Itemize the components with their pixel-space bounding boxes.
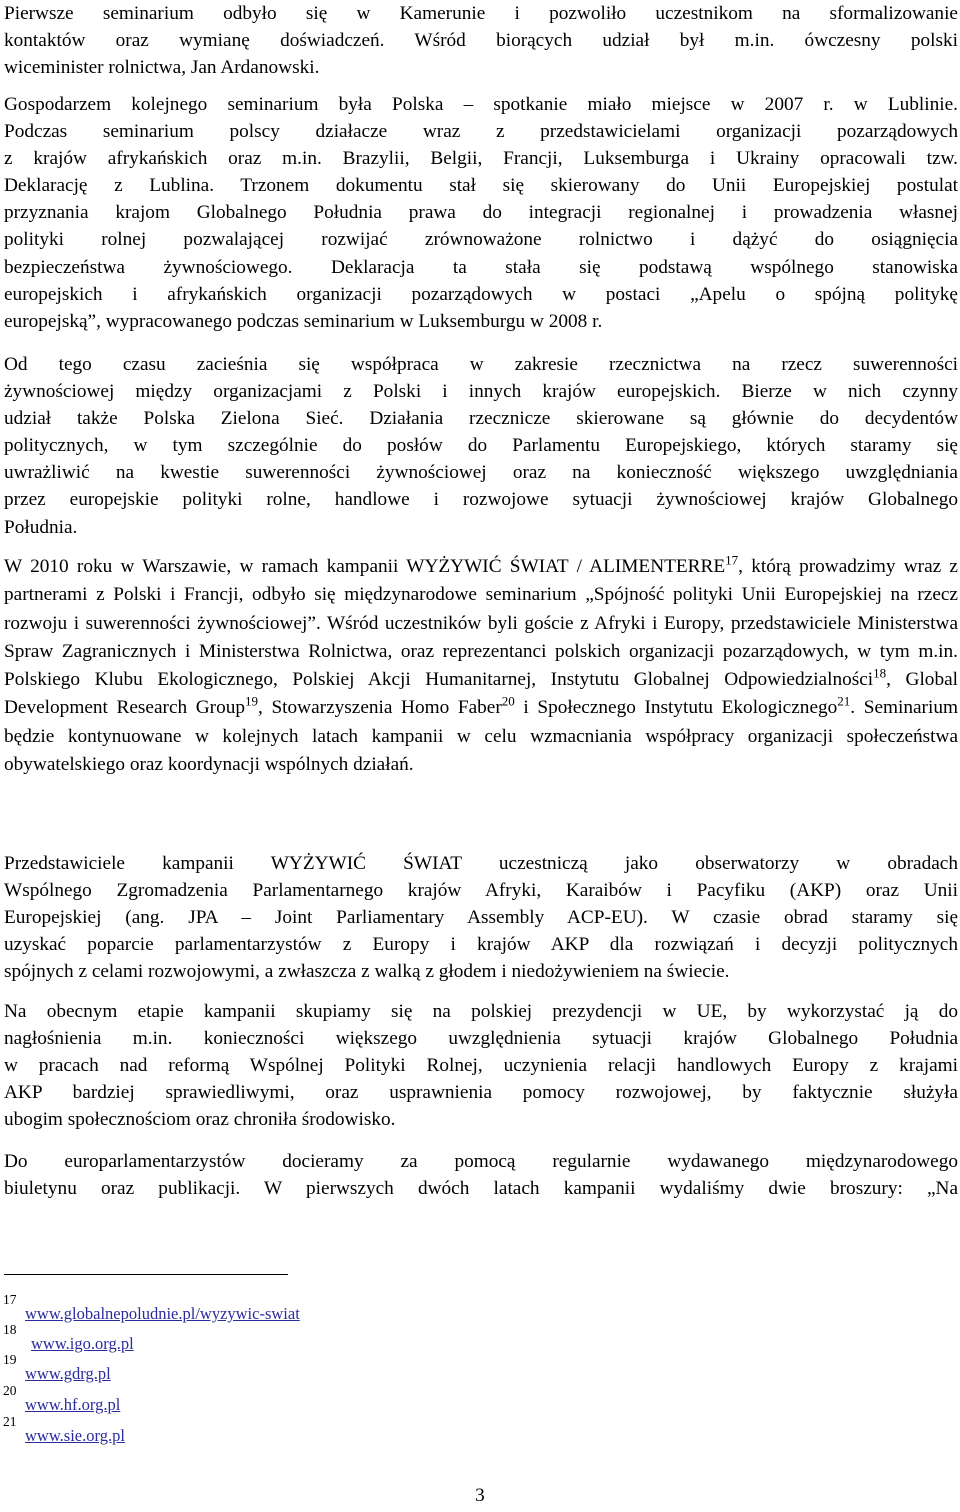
text-line: nagłośnienia m.in. konieczności większego uwzględnienia sytuacji krajów Globalnego Południa xyxy=(4,1028,958,1050)
footnote-ref[interactable]: 19 xyxy=(245,694,259,710)
text-line: z krajów afrykańskich oraz m.in. Brazylii, Belgii, Francji, Luksemburga i Ukrainy opracowali tzw. xyxy=(4,148,958,170)
text-segment: . Seminarium będzie kontynuowane w kolejnych latach kampanii w celu wzmacniania współpracy organizacji społeczeństwa obywatelskiego oraz koordynacji wspólnych działań. xyxy=(4,697,958,776)
paragraph-1 xyxy=(4,0,958,81)
text-line: Deklarację z Lublina. Trzonem dokumentu stał się skierowany do Unii Europejskiej postulat xyxy=(4,175,958,197)
text-line: Południa. xyxy=(4,516,78,538)
text-line: Od tego czasu zacieśnia się współpraca w zakresie rzecznictwa na rzecz suwerenności xyxy=(4,354,958,375)
text-line: Pierwsze seminarium odbyło się w Kamerunie i pozwoliło uczestnikom na sformalizowanie xyxy=(4,3,958,24)
text-line: Wspólnego Zgromadzenia Parlamentarnego krajów Afryki, Karaibów i Pacyfiku (AKP) oraz Unii xyxy=(4,880,958,902)
footnote-link[interactable]: www.gdrg.pl xyxy=(25,1364,111,1383)
paragraph-3 xyxy=(4,351,958,541)
text-line: uzyskać poparcie parlamentarzystów z Europy i krajów AKP dla rozwiązań i decyzji politycznych xyxy=(4,934,958,956)
text-segment: , którą prowadzimy wraz z partnerami z Polski i Francji, odbyło się międzynarodowe seminarium „Spójność polityki Unii Europejskiej na rzecz rozwoju i suwerenności żywnościowej”. Wśród uczestników byli goście z Afryki i Europy, przedstawiciele Ministerstwa Spraw Zagranicznych i Ministerstwa Rolnictwa, oraz reprezentanci polskich organizacji pozarządowych, w tym m.in. Polskiego Klubu Ekologicznego, Polskiej Akcji Humanitarnej, Instytutu Globalnej Odpowiedzialności xyxy=(4,556,958,691)
footnote-link[interactable]: www.sie.org.pl xyxy=(25,1426,125,1445)
text-line: Gospodarzem kolejnego seminarium była Polska – spotkanie miało miejsce w 2007 r. w Lublinie. xyxy=(4,94,958,115)
footnote-number: 20 xyxy=(3,1383,17,1398)
text-line: przyznania krajom Globalnego Południa prawa do integracji regionalnej i prowadzenia własnej xyxy=(4,202,958,224)
text-line: wiceminister rolnictwa, Jan Ardanowski. xyxy=(4,57,320,79)
text-line: udział także Polska Zielona Sieć. Działania rzecznicze skierowane są głównie do decydentów xyxy=(4,408,958,430)
text-line: spójnych z celami rozwojowymi, a zwłaszcza z walką z głodem i niedożywieniem na świecie. xyxy=(4,961,730,983)
text-segment: , Global Development Research Group xyxy=(4,669,958,719)
page-number: 3 xyxy=(475,1485,485,1506)
text-line: kontaktów oraz wymianę doświadczeń. Wśród biorących udział był m.in. ówczesny polski xyxy=(4,30,958,52)
paragraph-4 xyxy=(4,553,958,779)
text-line: Europejskiej (ang. JPA – Joint Parliamentary Assembly ACP-EU). W czasie obrad staramy się xyxy=(4,907,958,929)
paragraph-6 xyxy=(4,998,958,1133)
footnote-ref[interactable]: 20 xyxy=(501,694,515,710)
text-line: biuletynu oraz publikacji. W pierwszych dwóch latach kampanii wydaliśmy dwie broszury: „Na xyxy=(4,1178,958,1200)
footnote-ref[interactable]: 18 xyxy=(873,665,887,681)
footnote-separator xyxy=(4,1274,288,1275)
text-line: bezpieczeństwa żywnościowego. Deklaracja ta stała się podstawą wspólnego stanowiska xyxy=(4,256,958,278)
text-line: Podczas seminarium polscy działacze wraz z przedstawicielami organizacji pozarządowych xyxy=(4,121,958,143)
text-line: europejską”, wypracowanego podczas seminarium w Luksemburgu w 2008 r. xyxy=(4,310,603,332)
text-segment: W 2010 roku w Warszawie, w ramach kampanii WYŻYWIĆ ŚWIAT / ALIMENTERRE xyxy=(4,556,726,577)
text-segment: , Stowarzyszenia Homo Faber xyxy=(258,697,502,719)
text-segment: i Społecznego Instytutu Ekologicznego xyxy=(514,697,838,719)
text-line: europejskich i afrykańskich organizacji pozarządowych w postaci „Apelu o spójną politykę xyxy=(4,283,958,305)
text-line: polityki rolnej pozwalającej rozwijać zrównoważone rolnictwo i dążyć do osiągnięcia xyxy=(4,229,958,251)
text-line: przez europejskie polityki rolne, handlowe i rozwojowe sytuacji żywnościowej krajów Globalnego xyxy=(4,489,958,511)
text-line: ubogim społecznościom oraz chroniła środowisko. xyxy=(4,1109,396,1131)
text-line: politycznych, w tym szczególnie do posłów do Parlamentu Europejskiego, których staramy się xyxy=(4,435,958,457)
footnote-link[interactable]: www.igo.org.pl xyxy=(31,1334,134,1353)
text-line: uwrażliwić na kwestie suwerenności żywnościowej oraz na konieczność większego uwzględniania xyxy=(4,462,958,484)
text-line: w pracach nad reformą Wspólnej Polityki Rolnej, uczynienia relacji handlowych Europy z krajami xyxy=(4,1055,958,1077)
paragraph-7 xyxy=(4,1148,958,1202)
footnote-number: 17 xyxy=(3,1292,17,1307)
footnote-number: 21 xyxy=(3,1414,17,1429)
text-line: żywnościowej między organizacjami z Polski i innych krajów europejskich. Bierze w nich czynny xyxy=(4,381,958,403)
footnote-number: 18 xyxy=(3,1322,17,1337)
paragraph-5 xyxy=(4,850,958,985)
text-line: Do europarlamentarzystów docieramy za pomocą regularnie wydawanego międzynarodowego xyxy=(4,1151,958,1172)
footnote-21 xyxy=(3,1412,125,1452)
paragraph-2 xyxy=(4,91,958,335)
footnote-link[interactable]: www.hf.org.pl xyxy=(25,1395,121,1414)
footnote-link[interactable]: www.globalnepoludnie.pl/wyzywic-swiat xyxy=(25,1304,300,1323)
footnote-ref[interactable]: 21 xyxy=(837,694,851,710)
text-line: Przedstawiciele kampanii WYŻYWIĆ ŚWIAT uczestniczą jako obserwatorzy w obradach xyxy=(4,853,958,874)
footnote-ref[interactable]: 17 xyxy=(725,552,739,568)
text-line: Na obecnym etapie kampanii skupiamy się na polskiej prezydencji w UE, by wykorzystać ją do xyxy=(4,1001,958,1022)
footnote-number: 19 xyxy=(3,1352,17,1367)
text-line: AKP bardziej sprawiedliwymi, oraz usprawnienia pomocy rozwojowej, by faktycznie służyła xyxy=(4,1082,958,1104)
